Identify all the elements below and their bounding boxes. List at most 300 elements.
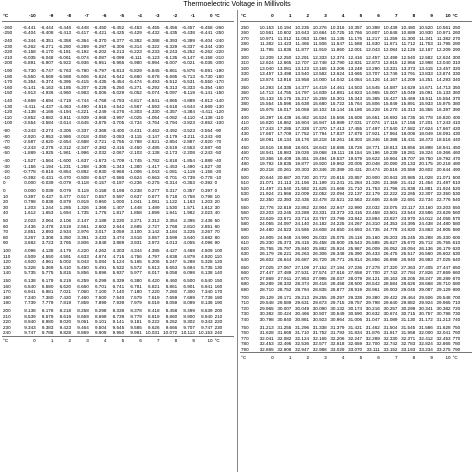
table-cell: -4.744 <box>75 98 89 103</box>
table-cell: 17.794 <box>312 131 327 136</box>
table-cell: 11.176 <box>348 35 363 41</box>
table-cell: -0.701 <box>164 174 178 180</box>
table-cell: 10.031 <box>145 330 160 335</box>
table-cell: 150 <box>214 278 223 283</box>
table-cell: 9.788 <box>41 330 54 335</box>
table-cell: -5.747 <box>40 68 54 73</box>
table-cell: 18.388 <box>383 136 398 142</box>
table-cell: -2.721 <box>93 139 107 144</box>
table-cell: 22.137 <box>348 191 363 196</box>
table-cell: 31.628 <box>259 330 274 335</box>
table-cell: 31.089 <box>383 316 398 322</box>
table-row <box>2 60 234 66</box>
table-cell: 24.905 <box>436 226 451 232</box>
table-cell: 1.612 <box>24 210 36 215</box>
table-cell: -0.778 <box>22 169 36 174</box>
table-cell: 31.876 <box>365 330 380 335</box>
table-cell: 3.806 <box>77 240 89 245</box>
column-footer: 6 <box>377 354 380 360</box>
table-cell: -100 <box>3 120 13 125</box>
table-cell: 16.017 <box>277 106 292 112</box>
table-cell: 24.990 <box>295 234 310 240</box>
table-cell: 21.924 <box>436 185 451 191</box>
table-cell: 8.539 <box>24 313 36 319</box>
table-cell: 570 <box>452 215 461 221</box>
table-cell: -5.642 <box>111 73 125 79</box>
table-cell: 18.898 <box>418 144 433 150</box>
column-header: 3 <box>324 12 327 18</box>
table-cell: 25.755 <box>259 245 274 251</box>
table-cell: 29.798 <box>365 300 380 305</box>
table-cell: 31.917 <box>383 330 398 335</box>
table-cell: -200 <box>3 60 13 65</box>
table-cell: 23.629 <box>436 210 451 215</box>
table-cell: 790 <box>452 346 461 352</box>
table-cell: 7.779 <box>41 300 54 305</box>
table-cell: -1.889 <box>199 158 213 163</box>
table-cell: -110 <box>3 114 12 120</box>
table-cell: 8.699 <box>94 313 107 319</box>
table-cell: -90 <box>214 128 222 133</box>
table-cell: 21.412 <box>401 180 416 185</box>
table-cell: 13.165 <box>312 65 327 71</box>
table-cell: 26.517 <box>401 251 416 256</box>
column-footer: 0 <box>33 338 36 344</box>
table-cell: 6.660 <box>77 283 89 289</box>
table-cell: 440 <box>241 136 249 142</box>
table-cell: 7.699 <box>183 294 195 300</box>
column-footer: 1 <box>288 354 292 360</box>
table-cell: -6.035 <box>22 54 36 60</box>
table-cell: 17.158 <box>401 120 416 125</box>
table-cell: 4.674 <box>94 253 107 259</box>
table-cell: 15.849 <box>383 101 398 106</box>
table-cell: 20.431 <box>348 166 363 172</box>
table-cell: 22.265 <box>401 191 416 196</box>
table-cell: 16.397 <box>259 114 274 120</box>
table-cell: 2.478 <box>41 223 54 229</box>
table-cell: 17.582 <box>401 125 416 131</box>
table-cell: 15.680 <box>312 101 327 106</box>
table-cell: -190 <box>214 68 224 73</box>
table-cell: 19.962 <box>330 161 345 166</box>
table-cell: 17.964 <box>383 131 398 136</box>
table-cell: -6.393 <box>164 38 178 43</box>
table-cell: -6.453 <box>128 24 142 30</box>
table-cell: -6.377 <box>111 38 125 43</box>
table-cell: 15.554 <box>259 101 274 106</box>
table-cell: -3.431 <box>128 128 142 133</box>
table-cell: 6.138 <box>24 278 36 283</box>
table-cell: -4.330 <box>146 109 160 114</box>
table-cell: 420 <box>241 125 249 131</box>
table-cell: 13.290 <box>365 65 380 71</box>
table-cell: 20 <box>214 199 220 204</box>
table-cell: 14.755 <box>277 90 292 95</box>
table-cell: 31.213 <box>436 316 451 322</box>
table-cell: -180 <box>214 73 224 79</box>
table-cell: 750 <box>241 324 249 330</box>
table-cell: -5.891 <box>199 68 213 73</box>
table-cell: 21.497 <box>259 185 274 191</box>
table-cell: -3.645 <box>75 120 89 125</box>
column-header: 10 <box>445 12 451 18</box>
table-cell: 24.905 <box>259 234 274 240</box>
table-cell: 12.748 <box>312 60 327 65</box>
table-cell: 3.267 <box>24 234 36 240</box>
table-cell: 4.961 <box>41 259 54 264</box>
table-cell: 6.901 <box>183 283 195 289</box>
table-cell: 2.893 <box>41 229 54 234</box>
table-cell: 26.560 <box>418 251 433 256</box>
table-cell: 12.540 <box>401 54 416 60</box>
table-cell: 5.775 <box>41 270 54 275</box>
table-cell: 1.244 <box>41 204 54 210</box>
table-cell: 30.549 <box>330 311 345 316</box>
table-cell: 29.840 <box>383 300 398 305</box>
table-row <box>240 227 472 233</box>
table-cell: 31.628 <box>436 324 451 330</box>
table-cell: -1.745 <box>128 158 142 163</box>
table-cell: 4.344 <box>130 248 142 253</box>
table-cell: 4.509 <box>24 253 36 259</box>
table-cell: -6.351 <box>40 38 54 43</box>
table-cell: 15.217 <box>295 95 310 101</box>
table-cell: 0.397 <box>201 188 213 193</box>
column-footer: 5 <box>359 354 363 360</box>
table-cell: 21.071 <box>259 180 274 185</box>
table-cell: -3.050 <box>93 133 107 139</box>
table-cell: 28.668 <box>418 281 433 286</box>
column-header: 5 <box>359 12 363 18</box>
table-cell: -5.333 <box>181 84 195 90</box>
table-cell: -5.980 <box>128 60 142 65</box>
column-header-row <box>2 10 234 22</box>
table-cell: -260 <box>3 24 13 30</box>
table-cell: 31.504 <box>383 324 398 330</box>
table-cell: 17.667 <box>436 125 451 131</box>
table-cell: 0.079 <box>59 188 72 193</box>
table-cell: 22.009 <box>295 191 310 196</box>
table-cell: 320 <box>452 65 461 71</box>
table-cell: 19.196 <box>365 150 380 155</box>
table-cell: 26.433 <box>365 251 380 256</box>
table-cell: 6.981 <box>41 289 54 294</box>
table-cell: -0.968 <box>111 169 125 174</box>
table-cell: 33.193 <box>401 346 416 352</box>
table-cell: 30.632 <box>365 311 380 316</box>
column-footer: 6 <box>139 338 142 344</box>
table-cell: 20.048 <box>365 161 380 166</box>
table-cell: 5.043 <box>77 259 89 264</box>
table-cell: 3.516 <box>130 234 142 240</box>
table-cell: -10 <box>214 174 222 180</box>
table-cell: 1.653 <box>41 210 54 215</box>
table-cell: 7.180 <box>130 289 142 294</box>
table-cell: 280 <box>241 41 249 46</box>
table-cell: 770 <box>241 335 249 341</box>
table-cell: -3.997 <box>111 114 125 120</box>
table-cell: 25.245 <box>401 234 416 240</box>
table-cell: 340 <box>452 76 461 82</box>
table-cell: 7.979 <box>130 300 142 305</box>
table-cell: -6.158 <box>22 49 36 54</box>
table-cell: 21.625 <box>312 185 327 191</box>
table-cell: 490 <box>452 166 461 172</box>
table-cell: -3.554 <box>22 120 36 125</box>
table-cell: 15.343 <box>348 95 363 101</box>
table-cell: 29.422 <box>383 294 398 300</box>
table-cell: 24.948 <box>277 234 292 240</box>
table-row <box>240 197 472 203</box>
table-cell: 9.464 <box>77 324 89 330</box>
table-cell: 14.335 <box>277 84 292 90</box>
table-cell: -0.118 <box>76 180 89 185</box>
column-footer: 9 <box>192 338 195 344</box>
table-divider <box>237 10 238 472</box>
table-cell: 9.504 <box>94 324 107 330</box>
table-cell: 9.950 <box>112 330 125 335</box>
table-cell: 13.206 <box>330 65 345 71</box>
table-cell: 22.947 <box>330 204 345 210</box>
column-footer: 8 <box>412 354 416 360</box>
table-cell: -200 <box>214 60 224 65</box>
table-cell: -240 <box>3 38 13 43</box>
table-cell: -5.313 <box>164 84 178 90</box>
table-cell: -5.354 <box>199 84 213 90</box>
table-cell: 16.820 <box>259 120 274 125</box>
table-cell: -250 <box>3 30 13 35</box>
table-cell: 19.239 <box>383 150 398 155</box>
table-cell: 12.915 <box>383 60 398 65</box>
table-cell: -6.233 <box>146 49 160 54</box>
table-cell: 30.715 <box>401 311 416 316</box>
column-header: -8 <box>66 12 72 18</box>
table-cell: 32.412 <box>418 335 433 341</box>
table-cell: -2.821 <box>146 139 160 144</box>
table-cell: -140 <box>214 98 224 103</box>
table-cell: 18.941 <box>436 144 451 150</box>
table-cell: 580 <box>452 221 461 226</box>
table-cell: 3.972 <box>148 240 160 245</box>
table-cell: -2.138 <box>146 150 160 155</box>
table-cell: 3.184 <box>165 229 178 234</box>
table-cell: 8.940 <box>24 319 36 324</box>
table-cell: 10.072 <box>163 330 178 335</box>
table-cell: 4.096 <box>24 248 36 253</box>
table-cell: 33.070 <box>348 346 363 352</box>
table-cell: 13.665 <box>348 71 363 76</box>
table-cell: 15.638 <box>295 101 310 106</box>
table-cell: 6.821 <box>148 283 160 289</box>
table-cell: 27.194 <box>330 264 345 270</box>
table-cell: 16.735 <box>401 114 416 120</box>
table-cell: 0.960 <box>94 199 107 204</box>
table-cell: 26.940 <box>401 256 416 262</box>
table-cell: 18.261 <box>330 136 345 142</box>
table-cell: 29.213 <box>295 294 310 300</box>
table-cell: 31.255 <box>277 324 292 330</box>
table-cell: 18.091 <box>436 131 451 136</box>
table-cell: 24.182 <box>312 221 327 226</box>
table-cell: 0 <box>3 180 6 185</box>
table-cell: -150 <box>3 90 13 95</box>
table-cell: -3.306 <box>58 128 72 133</box>
table-cell: 6.781 <box>130 283 142 289</box>
column-header: -5 <box>120 12 125 18</box>
table-cell: -5.395 <box>58 79 72 84</box>
table-cell: -2.755 <box>111 139 125 144</box>
table-cell: -5.606 <box>75 73 89 79</box>
table-cell: -130 <box>214 103 224 109</box>
table-cell: -3.462 <box>146 128 160 133</box>
table-cell: 30.341 <box>418 305 433 311</box>
table-cell: -0.353 <box>181 180 195 185</box>
table-cell: 15.175 <box>277 95 292 101</box>
table-cell: 7.260 <box>165 289 178 294</box>
table-cell: -120 <box>3 109 13 114</box>
table-cell: 8.258 <box>77 308 89 313</box>
table-cell: 32.495 <box>277 341 292 346</box>
table-cell: -3.911 <box>58 114 72 120</box>
table-cell: -1.673 <box>93 158 107 163</box>
table-cell: 0.677 <box>148 193 160 199</box>
table-cell: 9.222 <box>148 319 160 324</box>
table-cell: 8.619 <box>59 313 72 319</box>
table-cell: -4.889 <box>181 98 195 103</box>
table-cell: -4.082 <box>164 114 178 120</box>
column-header: 8 <box>412 12 416 18</box>
table-cell: -5.876 <box>181 68 195 73</box>
table-cell: -6.358 <box>58 38 72 43</box>
table-cell: -10 <box>3 174 10 180</box>
table-cell: 3.723 <box>41 240 54 245</box>
table-cell: 220 <box>214 319 223 324</box>
table-cell: 29.129 <box>436 286 451 292</box>
table-cell: 11.795 <box>259 46 274 52</box>
table-cell: 7.021 <box>59 289 72 294</box>
table-cell: 16.355 <box>418 106 433 112</box>
table-cell: -6.243 <box>164 49 178 54</box>
table-cell: -40 <box>3 158 10 163</box>
column-footer-row <box>2 336 234 346</box>
table-cell: 3.599 <box>165 234 178 240</box>
table-cell: 2.395 <box>183 218 195 223</box>
table-cell: 20.730 <box>295 174 310 180</box>
table-cell: 610 <box>241 240 249 245</box>
table-cell: 7.140 <box>112 289 125 294</box>
table-cell: 24.140 <box>295 221 310 226</box>
table-cell: -1.043 <box>146 169 160 174</box>
table-cell: -6.007 <box>164 60 178 65</box>
table-cell: 21.582 <box>295 185 310 191</box>
table-cell: 28.247 <box>418 275 433 281</box>
table-cell: 27.616 <box>330 270 345 275</box>
table-cell: -0.586 <box>111 174 125 180</box>
table-cell: 290 <box>452 46 461 52</box>
table-cell: 10.889 <box>401 30 416 35</box>
table-cell: 760 <box>241 330 249 335</box>
table-cell: 28.163 <box>383 275 398 281</box>
table-cell: 0.119 <box>77 188 89 193</box>
table-cell: 18.091 <box>259 136 274 142</box>
table-cell: 27.489 <box>277 270 292 275</box>
table-cell: 21.071 <box>436 174 451 180</box>
table-cell: 20.218 <box>436 161 451 166</box>
table-cell: 27.869 <box>259 275 274 281</box>
table-cell: 25.458 <box>312 240 327 245</box>
table-cell: 4.427 <box>165 248 178 253</box>
table-cell: 680 <box>452 281 461 286</box>
table-cell: 10.316 <box>330 24 345 30</box>
table-cell: -230 <box>214 43 224 49</box>
table-cell: 24.055 <box>259 221 274 226</box>
table-cell: 740 <box>452 316 461 322</box>
table-cell: 360 <box>452 90 461 95</box>
table-cell: -1.600 <box>58 158 72 163</box>
table-cell: -3.764 <box>146 120 160 125</box>
table-cell: 23.245 <box>277 210 292 215</box>
table-cell: 2.976 <box>77 229 89 234</box>
table-cell: -6.438 <box>181 30 195 35</box>
table-cell: 8.178 <box>41 308 54 313</box>
table-cell: 16.862 <box>277 120 292 125</box>
table-cell: 560 <box>241 210 249 215</box>
table-cell: 180 <box>3 294 11 300</box>
table-cell: 100 <box>3 248 11 253</box>
table-cell: 21.710 <box>348 185 363 191</box>
table-cell: 26.729 <box>312 256 327 262</box>
table-cell: -5.550 <box>22 73 36 79</box>
table-cell: 7.100 <box>94 289 107 294</box>
table-cell: 23.458 <box>365 210 380 215</box>
table-cell: -1.527 <box>22 158 36 163</box>
table-cell: 25.288 <box>418 234 433 240</box>
table-cell: 1.285 <box>59 204 72 210</box>
table-cell: 21.838 <box>401 185 416 191</box>
table-row <box>240 257 472 263</box>
table-cell: 33.152 <box>383 346 398 352</box>
table-cell: 100 <box>214 248 223 253</box>
table-cell: -4.138 <box>22 109 36 114</box>
table-cell: 350 <box>452 84 461 90</box>
table-cell: 4.220 <box>77 248 89 253</box>
table-cell: -1.490 <box>181 163 195 169</box>
column-footer-row <box>240 352 472 362</box>
column-header: -1 <box>190 12 195 18</box>
table-cell: -2.587 <box>22 139 36 144</box>
table-cell: 2.312 <box>148 218 160 223</box>
column-footer: °C <box>214 338 220 344</box>
table-cell: 300 <box>241 54 249 60</box>
table-cell: 120 <box>3 259 11 264</box>
table-cell: 6.861 <box>165 283 178 289</box>
column-header: -2 <box>173 12 178 18</box>
table-cell: 5.735 <box>201 264 213 270</box>
table-cell: -5.569 <box>40 73 54 79</box>
table-cell: 18.006 <box>401 131 416 136</box>
table-cell: 25.882 <box>312 245 327 251</box>
table-cell: -1.818 <box>164 158 178 163</box>
table-cell: 15.133 <box>436 90 451 95</box>
table-cell: 140 <box>214 270 223 275</box>
table-cell: 14.167 <box>383 76 398 82</box>
table-cell: 1.407 <box>112 204 125 210</box>
table-cell: 330 <box>241 71 249 76</box>
table-cell: 27.405 <box>418 264 433 270</box>
table-cell: 1.982 <box>183 210 195 215</box>
table-cell: 8.739 <box>112 313 125 319</box>
